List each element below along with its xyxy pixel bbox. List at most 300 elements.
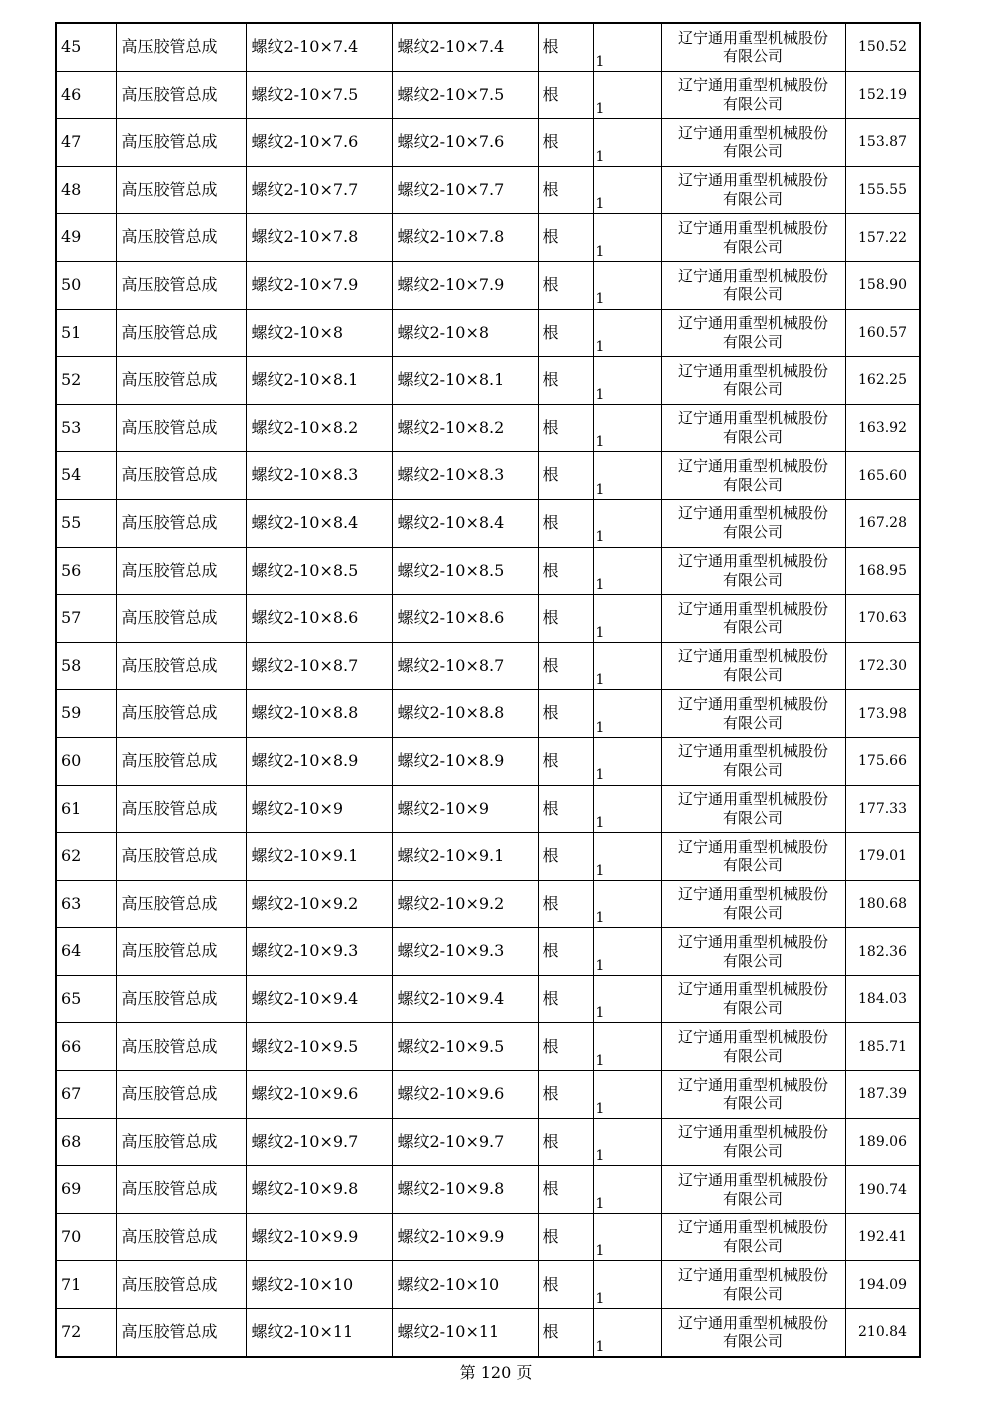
price-cell: 163.92: [845, 404, 920, 452]
table-row: [56, 737, 920, 785]
unit-cell: 根: [538, 975, 593, 1023]
quantity-cell: 1: [593, 1118, 661, 1166]
specification-cell: 螺纹2-10×8.5: [246, 547, 392, 595]
specification-cell: 螺纹2-10×7.5: [246, 71, 392, 119]
table-row: [56, 642, 920, 690]
specification-cell: 螺纹2-10×8.7: [246, 642, 392, 690]
supplier-cell: [661, 166, 845, 214]
specification-cell: 螺纹2-10×9.8: [246, 1166, 392, 1214]
row-number-cell: 62: [56, 833, 116, 881]
supplier-cell: [661, 261, 845, 309]
supplier-name-line: 有限公司: [722, 47, 783, 66]
specification-cell: 螺纹2-10×9.4: [246, 975, 392, 1023]
product-name-cell: 高压胶管总成: [116, 119, 246, 167]
supplier-name-line: 有限公司: [722, 523, 783, 542]
unit-cell: 根: [538, 1309, 593, 1357]
supplier-name-line: 辽宁通用重型机械股份: [677, 218, 828, 237]
quantity-cell: 1: [593, 737, 661, 785]
table-row: [56, 1261, 920, 1309]
specification-cell: 螺纹2-10×8.4: [246, 499, 392, 547]
table-row: [56, 214, 920, 262]
product-name-cell: 高压胶管总成: [116, 1261, 246, 1309]
unit-cell: 根: [538, 833, 593, 881]
supplier-name-line: 辽宁通用重型机械股份: [677, 1028, 828, 1047]
row-number-cell: 68: [56, 1118, 116, 1166]
table-row: [56, 71, 920, 119]
unit-cell: 根: [538, 1213, 593, 1261]
quantity-cell: 1: [593, 404, 661, 452]
model-cell: 螺纹2-10×8.9: [392, 737, 538, 785]
specification-cell: 螺纹2-10×9.7: [246, 1118, 392, 1166]
supplier-name-line: 有限公司: [722, 1046, 783, 1065]
price-cell: 179.01: [845, 833, 920, 881]
price-cell: 170.63: [845, 595, 920, 643]
quantity-cell: 1: [593, 642, 661, 690]
specification-cell: 螺纹2-10×9: [246, 785, 392, 833]
unit-cell: 根: [538, 71, 593, 119]
row-number-cell: 50: [56, 261, 116, 309]
supplier-name-line: 辽宁通用重型机械股份: [677, 1265, 828, 1284]
table-row: [56, 1166, 920, 1214]
unit-cell: 根: [538, 261, 593, 309]
supplier-name-line: 有限公司: [722, 856, 783, 875]
product-name-cell: 高压胶管总成: [116, 261, 246, 309]
row-number-cell: 56: [56, 547, 116, 595]
price-cell: 185.71: [845, 1023, 920, 1071]
unit-cell: 根: [538, 166, 593, 214]
table-row: [56, 880, 920, 928]
quantity-cell: 1: [593, 499, 661, 547]
quantity-cell: 1: [593, 595, 661, 643]
quantity-cell: 1: [593, 1023, 661, 1071]
supplier-name-line: 有限公司: [722, 761, 783, 780]
model-cell: 螺纹2-10×7.9: [392, 261, 538, 309]
quantity-cell: 1: [593, 1071, 661, 1119]
quantity-cell: 1: [593, 975, 661, 1023]
price-table: [55, 22, 921, 1358]
model-cell: 螺纹2-10×7.5: [392, 71, 538, 119]
row-number-cell: 48: [56, 166, 116, 214]
unit-cell: 根: [538, 1261, 593, 1309]
table-row: [56, 1309, 920, 1357]
product-name-cell: 高压胶管总成: [116, 309, 246, 357]
specification-cell: 螺纹2-10×8.9: [246, 737, 392, 785]
supplier-name-line: 有限公司: [722, 666, 783, 685]
specification-cell: 螺纹2-10×9.2: [246, 880, 392, 928]
supplier-name-line: 有限公司: [722, 428, 783, 447]
supplier-name-line: 有限公司: [722, 94, 783, 113]
table-row: [56, 1071, 920, 1119]
price-cell: 152.19: [845, 71, 920, 119]
supplier-name-line: 辽宁通用重型机械股份: [677, 266, 828, 285]
quantity-cell: 1: [593, 690, 661, 738]
specification-cell: 螺纹2-10×9.9: [246, 1213, 392, 1261]
price-cell: 153.87: [845, 119, 920, 167]
table-row: [56, 928, 920, 976]
specification-cell: 螺纹2-10×10: [246, 1261, 392, 1309]
row-number-cell: 61: [56, 785, 116, 833]
supplier-cell: [661, 1166, 845, 1214]
supplier-name-line: 有限公司: [722, 1189, 783, 1208]
supplier-cell: [661, 737, 845, 785]
supplier-name-line: 辽宁通用重型机械股份: [677, 171, 828, 190]
specification-cell: 螺纹2-10×9.6: [246, 1071, 392, 1119]
supplier-cell: [661, 1118, 845, 1166]
price-cell: 167.28: [845, 499, 920, 547]
supplier-name-line: 有限公司: [722, 190, 783, 209]
quantity-cell: 1: [593, 833, 661, 881]
quantity-cell: 1: [593, 1213, 661, 1261]
price-cell: 165.60: [845, 452, 920, 500]
supplier-cell: [661, 642, 845, 690]
unit-cell: 根: [538, 880, 593, 928]
supplier-cell: [661, 452, 845, 500]
model-cell: 螺纹2-10×8.2: [392, 404, 538, 452]
model-cell: 螺纹2-10×8.4: [392, 499, 538, 547]
price-cell: 189.06: [845, 1118, 920, 1166]
model-cell: 螺纹2-10×11: [392, 1309, 538, 1357]
row-number-cell: 72: [56, 1309, 116, 1357]
supplier-name-line: 辽宁通用重型机械股份: [677, 742, 828, 761]
product-name-cell: 高压胶管总成: [116, 737, 246, 785]
product-name-cell: 高压胶管总成: [116, 833, 246, 881]
price-cell: 175.66: [845, 737, 920, 785]
specification-cell: 螺纹2-10×9.1: [246, 833, 392, 881]
row-number-cell: 52: [56, 357, 116, 405]
supplier-name-line: 有限公司: [722, 1284, 783, 1303]
supplier-name-line: 辽宁通用重型机械股份: [677, 932, 828, 951]
supplier-cell: [661, 404, 845, 452]
table-row: [56, 23, 920, 71]
product-name-cell: 高压胶管总成: [116, 880, 246, 928]
unit-cell: 根: [538, 595, 593, 643]
supplier-cell: [661, 214, 845, 262]
supplier-name-line: 辽宁通用重型机械股份: [677, 837, 828, 856]
model-cell: 螺纹2-10×8.6: [392, 595, 538, 643]
supplier-name-line: 有限公司: [722, 808, 783, 827]
supplier-name-line: 有限公司: [722, 951, 783, 970]
specification-cell: 螺纹2-10×8.3: [246, 452, 392, 500]
row-number-cell: 55: [56, 499, 116, 547]
quantity-cell: 1: [593, 1309, 661, 1357]
unit-cell: 根: [538, 785, 593, 833]
unit-cell: 根: [538, 1023, 593, 1071]
supplier-name-line: 有限公司: [722, 1141, 783, 1160]
quantity-cell: 1: [593, 357, 661, 405]
specification-cell: 螺纹2-10×8.8: [246, 690, 392, 738]
model-cell: 螺纹2-10×9.1: [392, 833, 538, 881]
specification-cell: 螺纹2-10×7.7: [246, 166, 392, 214]
unit-cell: 根: [538, 1071, 593, 1119]
supplier-cell: [661, 23, 845, 71]
supplier-cell: [661, 1309, 845, 1357]
unit-cell: 根: [538, 1118, 593, 1166]
model-cell: 螺纹2-10×8.3: [392, 452, 538, 500]
product-name-cell: 高压胶管总成: [116, 928, 246, 976]
unit-cell: 根: [538, 309, 593, 357]
table-row: [56, 785, 920, 833]
unit-cell: 根: [538, 737, 593, 785]
row-number-cell: 71: [56, 1261, 116, 1309]
model-cell: 螺纹2-10×8.1: [392, 357, 538, 405]
table-body: [56, 23, 920, 1357]
table-row: [56, 547, 920, 595]
quantity-cell: 1: [593, 23, 661, 71]
model-cell: 螺纹2-10×8.7: [392, 642, 538, 690]
product-name-cell: 高压胶管总成: [116, 785, 246, 833]
supplier-cell: [661, 595, 845, 643]
unit-cell: 根: [538, 642, 593, 690]
price-cell: 194.09: [845, 1261, 920, 1309]
model-cell: 螺纹2-10×10: [392, 1261, 538, 1309]
model-cell: 螺纹2-10×7.6: [392, 119, 538, 167]
supplier-name-line: 有限公司: [722, 903, 783, 922]
supplier-name-line: 辽宁通用重型机械股份: [677, 980, 828, 999]
supplier-cell: [661, 499, 845, 547]
table-row: [56, 166, 920, 214]
price-cell: 184.03: [845, 975, 920, 1023]
quantity-cell: 1: [593, 1261, 661, 1309]
supplier-name-line: 有限公司: [722, 285, 783, 304]
specification-cell: 螺纹2-10×9.5: [246, 1023, 392, 1071]
product-name-cell: 高压胶管总成: [116, 642, 246, 690]
specification-cell: 螺纹2-10×7.9: [246, 261, 392, 309]
unit-cell: 根: [538, 690, 593, 738]
quantity-cell: 1: [593, 880, 661, 928]
supplier-cell: [661, 1071, 845, 1119]
price-cell: 192.41: [845, 1213, 920, 1261]
specification-cell: 螺纹2-10×11: [246, 1309, 392, 1357]
price-cell: 157.22: [845, 214, 920, 262]
model-cell: 螺纹2-10×7.8: [392, 214, 538, 262]
supplier-cell: [661, 309, 845, 357]
supplier-name-line: 辽宁通用重型机械股份: [677, 409, 828, 428]
product-name-cell: 高压胶管总成: [116, 357, 246, 405]
product-name-cell: 高压胶管总成: [116, 1071, 246, 1119]
supplier-cell: [661, 1213, 845, 1261]
price-cell: 177.33: [845, 785, 920, 833]
quantity-cell: 1: [593, 1166, 661, 1214]
specification-cell: 螺纹2-10×7.8: [246, 214, 392, 262]
row-number-cell: 66: [56, 1023, 116, 1071]
model-cell: 螺纹2-10×7.4: [392, 23, 538, 71]
table-row: [56, 833, 920, 881]
quantity-cell: 1: [593, 214, 661, 262]
model-cell: 螺纹2-10×9.5: [392, 1023, 538, 1071]
table-row: [56, 357, 920, 405]
supplier-cell: [661, 357, 845, 405]
supplier-name-line: 有限公司: [722, 1237, 783, 1256]
supplier-cell: [661, 785, 845, 833]
table-row: [56, 261, 920, 309]
supplier-cell: [661, 1023, 845, 1071]
supplier-name-line: 辽宁通用重型机械股份: [677, 76, 828, 95]
specification-cell: 螺纹2-10×8.1: [246, 357, 392, 405]
row-number-cell: 49: [56, 214, 116, 262]
product-name-cell: 高压胶管总成: [116, 1023, 246, 1071]
unit-cell: 根: [538, 404, 593, 452]
supplier-name-line: 有限公司: [722, 475, 783, 494]
table-row: [56, 975, 920, 1023]
unit-cell: 根: [538, 357, 593, 405]
supplier-name-line: 辽宁通用重型机械股份: [677, 504, 828, 523]
supplier-cell: [661, 690, 845, 738]
supplier-name-line: 辽宁通用重型机械股份: [677, 1170, 828, 1189]
row-number-cell: 54: [56, 452, 116, 500]
supplier-name-line: 有限公司: [722, 999, 783, 1018]
model-cell: 螺纹2-10×9.4: [392, 975, 538, 1023]
model-cell: 螺纹2-10×8.5: [392, 547, 538, 595]
table-row: [56, 690, 920, 738]
product-name-cell: 高压胶管总成: [116, 23, 246, 71]
product-name-cell: 高压胶管总成: [116, 1166, 246, 1214]
supplier-name-line: 有限公司: [722, 237, 783, 256]
supplier-name-line: 辽宁通用重型机械股份: [677, 694, 828, 713]
price-cell: 160.57: [845, 309, 920, 357]
specification-cell: 螺纹2-10×7.6: [246, 119, 392, 167]
quantity-cell: 1: [593, 785, 661, 833]
product-name-cell: 高压胶管总成: [116, 404, 246, 452]
model-cell: 螺纹2-10×9.7: [392, 1118, 538, 1166]
quantity-cell: 1: [593, 119, 661, 167]
table-row: [56, 404, 920, 452]
page-number: 第 120 页: [459, 1363, 533, 1382]
product-name-cell: 高压胶管总成: [116, 1309, 246, 1357]
row-number-cell: 59: [56, 690, 116, 738]
row-number-cell: 70: [56, 1213, 116, 1261]
product-name-cell: 高压胶管总成: [116, 1213, 246, 1261]
price-cell: 173.98: [845, 690, 920, 738]
row-number-cell: 67: [56, 1071, 116, 1119]
product-name-cell: 高压胶管总成: [116, 71, 246, 119]
quantity-cell: 1: [593, 928, 661, 976]
supplier-cell: [661, 119, 845, 167]
price-cell: 155.55: [845, 166, 920, 214]
unit-cell: 根: [538, 214, 593, 262]
product-name-cell: 高压胶管总成: [116, 1118, 246, 1166]
specification-cell: 螺纹2-10×8.6: [246, 595, 392, 643]
supplier-name-line: 有限公司: [722, 1094, 783, 1113]
specification-cell: 螺纹2-10×9.3: [246, 928, 392, 976]
model-cell: 螺纹2-10×8.8: [392, 690, 538, 738]
table-row: [56, 309, 920, 357]
specification-cell: 螺纹2-10×7.4: [246, 23, 392, 71]
supplier-name-line: 有限公司: [722, 380, 783, 399]
supplier-cell: [661, 1261, 845, 1309]
supplier-name-line: 辽宁通用重型机械股份: [677, 361, 828, 380]
specification-cell: 螺纹2-10×8: [246, 309, 392, 357]
quantity-cell: 1: [593, 166, 661, 214]
row-number-cell: 63: [56, 880, 116, 928]
price-cell: 172.30: [845, 642, 920, 690]
price-cell: 150.52: [845, 23, 920, 71]
supplier-cell: [661, 975, 845, 1023]
model-cell: 螺纹2-10×8: [392, 309, 538, 357]
product-name-cell: 高压胶管总成: [116, 214, 246, 262]
row-number-cell: 64: [56, 928, 116, 976]
row-number-cell: 53: [56, 404, 116, 452]
supplier-name-line: 辽宁通用重型机械股份: [677, 123, 828, 142]
quantity-cell: 1: [593, 261, 661, 309]
model-cell: 螺纹2-10×7.7: [392, 166, 538, 214]
unit-cell: 根: [538, 452, 593, 500]
table-row: [56, 452, 920, 500]
supplier-name-line: 辽宁通用重型机械股份: [677, 1313, 828, 1332]
price-cell: 168.95: [845, 547, 920, 595]
model-cell: 螺纹2-10×9.8: [392, 1166, 538, 1214]
price-cell: 182.36: [845, 928, 920, 976]
supplier-name-line: 辽宁通用重型机械股份: [677, 599, 828, 618]
unit-cell: 根: [538, 1166, 593, 1214]
supplier-name-line: 有限公司: [722, 1332, 783, 1351]
supplier-cell: [661, 928, 845, 976]
model-cell: 螺纹2-10×9.2: [392, 880, 538, 928]
product-name-cell: 高压胶管总成: [116, 499, 246, 547]
table-row: [56, 119, 920, 167]
row-number-cell: 60: [56, 737, 116, 785]
row-number-cell: 57: [56, 595, 116, 643]
row-number-cell: 47: [56, 119, 116, 167]
quantity-cell: 1: [593, 452, 661, 500]
supplier-name-line: 辽宁通用重型机械股份: [677, 790, 828, 809]
quantity-cell: 1: [593, 309, 661, 357]
model-cell: 螺纹2-10×9.9: [392, 1213, 538, 1261]
supplier-cell: [661, 833, 845, 881]
model-cell: 螺纹2-10×9: [392, 785, 538, 833]
supplier-name-line: 有限公司: [722, 713, 783, 732]
product-name-cell: 高压胶管总成: [116, 975, 246, 1023]
price-cell: 187.39: [845, 1071, 920, 1119]
supplier-name-line: 有限公司: [722, 142, 783, 161]
supplier-name-line: 辽宁通用重型机械股份: [677, 552, 828, 571]
supplier-name-line: 辽宁通用重型机械股份: [677, 1075, 828, 1094]
supplier-cell: [661, 880, 845, 928]
product-name-cell: 高压胶管总成: [116, 166, 246, 214]
model-cell: 螺纹2-10×9.3: [392, 928, 538, 976]
supplier-cell: [661, 547, 845, 595]
supplier-name-line: 辽宁通用重型机械股份: [677, 885, 828, 904]
unit-cell: 根: [538, 119, 593, 167]
row-number-cell: 51: [56, 309, 116, 357]
quantity-cell: 1: [593, 71, 661, 119]
unit-cell: 根: [538, 547, 593, 595]
specification-cell: 螺纹2-10×8.2: [246, 404, 392, 452]
product-name-cell: 高压胶管总成: [116, 595, 246, 643]
price-cell: 190.74: [845, 1166, 920, 1214]
unit-cell: 根: [538, 23, 593, 71]
row-number-cell: 45: [56, 23, 116, 71]
product-name-cell: 高压胶管总成: [116, 452, 246, 500]
supplier-name-line: 辽宁通用重型机械股份: [677, 647, 828, 666]
row-number-cell: 65: [56, 975, 116, 1023]
row-number-cell: 46: [56, 71, 116, 119]
price-cell: 162.25: [845, 357, 920, 405]
table-row: [56, 499, 920, 547]
product-name-cell: 高压胶管总成: [116, 547, 246, 595]
unit-cell: 根: [538, 928, 593, 976]
supplier-name-line: 辽宁通用重型机械股份: [677, 28, 828, 47]
table-row: [56, 595, 920, 643]
supplier-cell: [661, 71, 845, 119]
supplier-name-line: 有限公司: [722, 570, 783, 589]
unit-cell: 根: [538, 499, 593, 547]
product-name-cell: 高压胶管总成: [116, 690, 246, 738]
price-cell: 158.90: [845, 261, 920, 309]
supplier-name-line: 辽宁通用重型机械股份: [677, 1218, 828, 1237]
supplier-name-line: 辽宁通用重型机械股份: [677, 314, 828, 333]
table-row: [56, 1213, 920, 1261]
row-number-cell: 69: [56, 1166, 116, 1214]
